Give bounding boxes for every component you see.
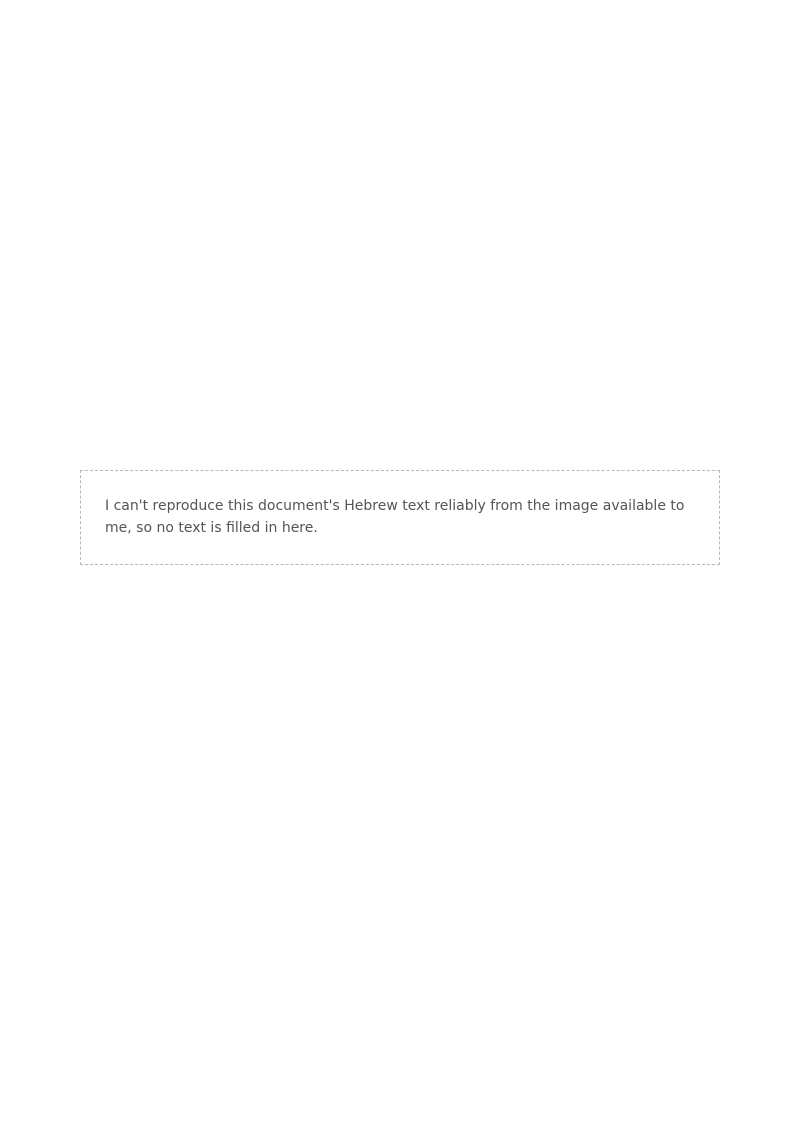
transcription-notice: I can't reproduce this document's Hebrew text reliably from the image available to me, so no text is filled in here. [80, 470, 720, 565]
